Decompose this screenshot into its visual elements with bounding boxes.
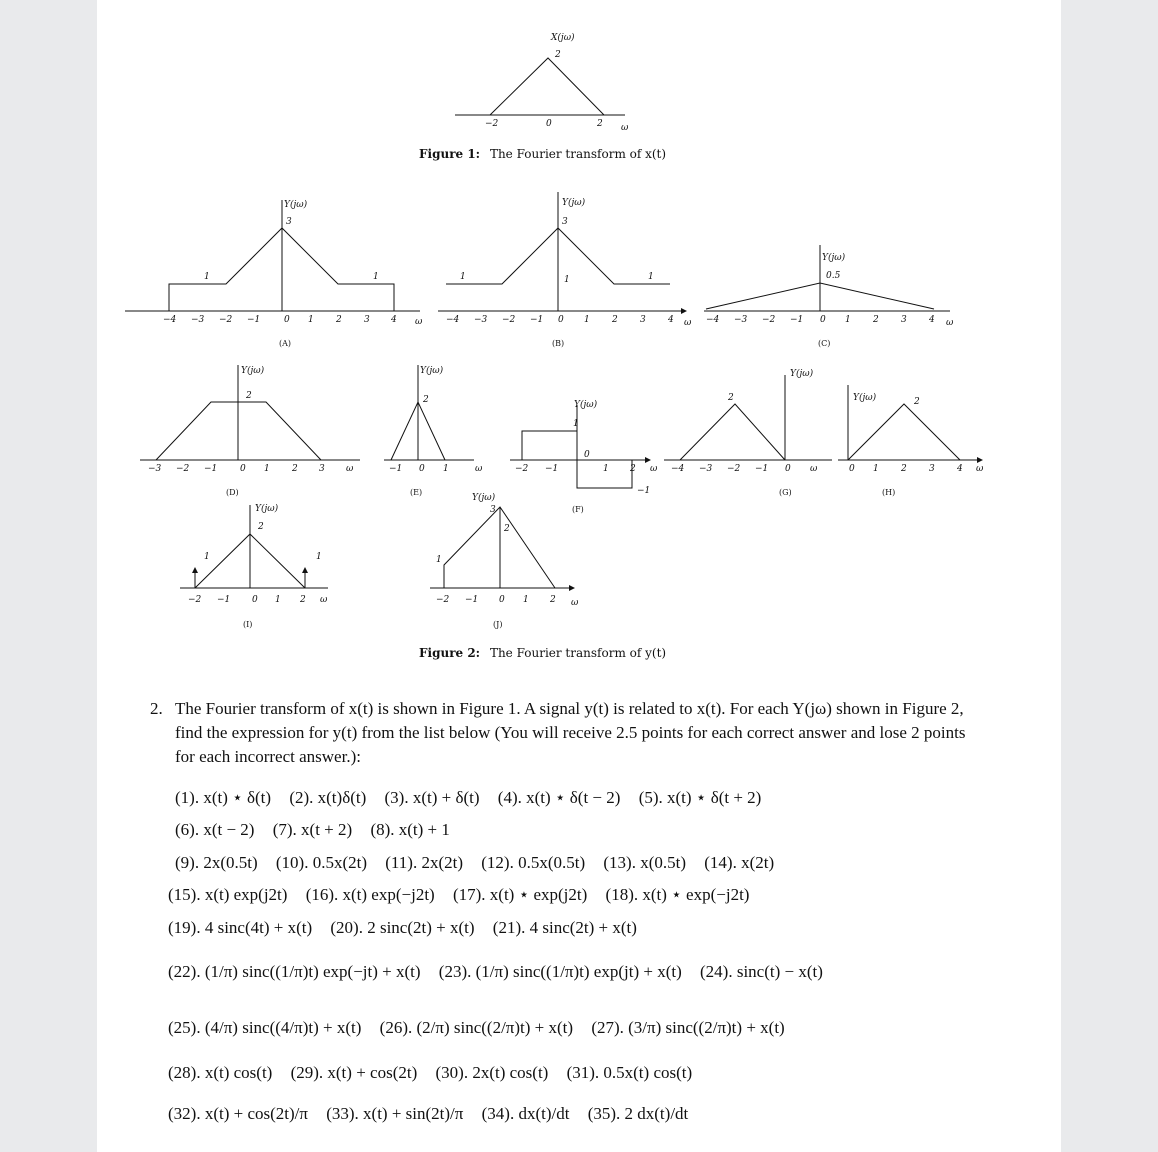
- g-tick: −3: [699, 464, 713, 474]
- option: (34). dx(t)/dt: [481, 1104, 570, 1123]
- d-tick: 1: [264, 464, 270, 474]
- problem-statement: [150, 697, 980, 769]
- c-peak: 0.5: [826, 271, 841, 281]
- panel-b: [438, 192, 692, 348]
- option: (24). sinc(t) − x(t): [700, 962, 823, 981]
- figure-1-caption-label: Figure 1:: [419, 147, 481, 161]
- h-ylabel: Y(jω): [853, 393, 877, 403]
- g-tick: −4: [671, 464, 685, 474]
- i-tick: −2: [188, 595, 202, 605]
- f-ylabel: Y(jω): [574, 400, 598, 410]
- option: (21). 4 sinc(2t) + x(t): [492, 918, 637, 937]
- a-tick: 3: [364, 315, 370, 325]
- f1-ylabel: X(jω): [551, 33, 575, 43]
- b-ticks: [446, 315, 674, 325]
- i-impulse-left-label: 1: [204, 552, 210, 562]
- j-peak: 3: [490, 505, 496, 515]
- h-curve: [848, 404, 960, 460]
- option: (30). 2x(t) cos(t): [435, 1063, 549, 1082]
- b-peak: 3: [562, 217, 568, 227]
- b-tick: −4: [446, 315, 460, 325]
- d-omega: ω: [346, 464, 354, 474]
- c-ticks: [706, 315, 935, 325]
- c-tick: −4: [706, 315, 720, 325]
- figure-2-caption-label: Figure 2:: [419, 646, 481, 660]
- options-row-9: [168, 1104, 702, 1124]
- h-tick: 0: [849, 464, 855, 474]
- option: (26). (2/π) sinc((2/π)t) + x(t): [379, 1018, 574, 1037]
- option: (20). 2 sinc(2t) + x(t): [330, 918, 475, 937]
- i-ylabel: Y(jω): [255, 504, 279, 514]
- options-row-1: [175, 788, 775, 808]
- options-row-3: [175, 853, 788, 873]
- g-curve: [680, 404, 785, 460]
- b-right-level: 1: [648, 272, 654, 282]
- options-row-6: [168, 962, 837, 982]
- h-tick: 4: [957, 464, 963, 474]
- c-tick: 0: [820, 315, 826, 325]
- j-tick: −2: [436, 595, 450, 605]
- f-neg-level: −1: [637, 486, 651, 496]
- a-tick: −4: [163, 315, 177, 325]
- problem-text: The Fourier transform of x(t) is shown in Figure 1. A signal y(t) is related to x(t). For each Y(jω) shown in Figure 2, find the expression for y(t) from the list below (You will receive 2.5 points for each correct answer and lose 2 points for each incorrect answer.):: [175, 699, 966, 766]
- g-peak: 2: [728, 393, 734, 403]
- d-ticks: [148, 464, 325, 474]
- j-ylabel: Y(jω): [472, 493, 496, 503]
- j-tick: −1: [465, 595, 479, 605]
- option: (19). 4 sinc(4t) + x(t): [168, 918, 313, 937]
- option: (16). x(t) exp(−j2t): [305, 885, 435, 904]
- b-mid-level: 1: [564, 275, 570, 285]
- option: (29). x(t) + cos(2t): [290, 1063, 418, 1082]
- d-tag: (D): [226, 488, 239, 497]
- c-tag: (C): [818, 339, 831, 348]
- f-tick: 1: [603, 464, 609, 474]
- panel-c: [704, 245, 954, 348]
- f1-tick-2: 2: [597, 119, 603, 129]
- option: (7). x(t + 2): [272, 820, 353, 839]
- panel-e: [384, 365, 483, 497]
- option: (35). 2 dx(t)/dt: [587, 1104, 689, 1123]
- d-tick: 3: [319, 464, 325, 474]
- h-tick: 3: [929, 464, 935, 474]
- options-row-5: [168, 918, 651, 938]
- b-tick: 2: [612, 315, 618, 325]
- c-tick: −3: [734, 315, 748, 325]
- j-tick: 0: [499, 595, 505, 605]
- a-tick: −1: [247, 315, 261, 325]
- option: (3). x(t) + δ(t): [384, 788, 480, 807]
- f-pos-level: 1: [573, 419, 579, 429]
- option: (9). 2x(0.5t): [175, 853, 258, 872]
- c-ylabel: Y(jω): [822, 253, 846, 263]
- g-omega: ω: [810, 464, 818, 474]
- figure-1-caption: [419, 147, 666, 161]
- j-tick: 2: [550, 595, 556, 605]
- h-tick: 2: [901, 464, 907, 474]
- options-row-2: [175, 820, 464, 840]
- e-tick: −1: [389, 464, 403, 474]
- option: (13). x(0.5t): [603, 853, 686, 872]
- option: (33). x(t) + sin(2t)/π: [326, 1104, 464, 1123]
- j-omega: ω: [571, 598, 579, 608]
- option: (17). x(t) ⋆ exp(j2t): [452, 885, 588, 904]
- option: (25). (4/π) sinc((4/π)t) + x(t): [168, 1018, 362, 1037]
- b-tick: 4: [668, 315, 674, 325]
- c-omega: ω: [946, 318, 954, 328]
- c-tick: 1: [845, 315, 851, 325]
- f1-omega: ω: [621, 123, 629, 133]
- j-tag: (J): [493, 620, 503, 629]
- h-tag: (H): [882, 488, 896, 497]
- options-row-4: [168, 885, 763, 905]
- j-tick: 1: [523, 595, 529, 605]
- b-tick: −3: [474, 315, 488, 325]
- option: (11). 2x(2t): [385, 853, 463, 872]
- f-tick: 2: [630, 464, 636, 474]
- h-omega: ω: [976, 464, 984, 474]
- b-omega: ω: [684, 318, 692, 328]
- b-tag: (B): [552, 339, 565, 348]
- i-omega: ω: [320, 595, 328, 605]
- a-tick: −2: [219, 315, 233, 325]
- f-zero: 0: [584, 450, 590, 460]
- option: (28). x(t) cos(t): [168, 1063, 273, 1082]
- option: (32). x(t) + cos(2t)/π: [168, 1104, 308, 1123]
- e-omega: ω: [475, 464, 483, 474]
- b-tick: −2: [502, 315, 516, 325]
- f1-peak-label: 2: [555, 50, 561, 60]
- a-ylabel: Y(jω): [284, 200, 308, 210]
- h-peak: 2: [914, 397, 920, 407]
- j-impulse-label: 1: [436, 555, 442, 565]
- problem-number: 2.: [150, 699, 163, 718]
- option: (23). (1/π) sinc((1/π)t) exp(jt) + x(t): [438, 962, 682, 981]
- g-tick: 0: [785, 464, 791, 474]
- i-tick: 1: [275, 595, 281, 605]
- option: (12). 0.5x(0.5t): [481, 853, 586, 872]
- option: (4). x(t) ⋆ δ(t − 2): [497, 788, 621, 807]
- b-tick: −1: [530, 315, 544, 325]
- a-tag: (A): [279, 339, 292, 348]
- d-tick: 0: [240, 464, 246, 474]
- a-tick: 4: [391, 315, 397, 325]
- i-peak: 2: [258, 522, 264, 532]
- panel-h: [838, 385, 984, 497]
- e-tick: 0: [419, 464, 425, 474]
- b-tick: 0: [558, 315, 564, 325]
- a-ticks: [163, 315, 397, 325]
- i-tick: 2: [300, 595, 306, 605]
- e-tick: 1: [443, 464, 449, 474]
- a-left-level: 1: [204, 272, 210, 282]
- option: (18). x(t) ⋆ exp(−j2t): [605, 885, 750, 904]
- f-tick: −2: [515, 464, 529, 474]
- b-tick: 1: [584, 315, 590, 325]
- options-row-8: [168, 1063, 706, 1083]
- a-omega: ω: [415, 317, 423, 327]
- option: (22). (1/π) sinc((1/π)t) exp(−jt) + x(t): [168, 962, 421, 981]
- f-omega: ω: [650, 464, 658, 474]
- option: (8). x(t) + 1: [370, 820, 450, 839]
- a-tick: 0: [284, 315, 290, 325]
- option: (5). x(t) ⋆ δ(t + 2): [638, 788, 762, 807]
- d-tick: −2: [176, 464, 190, 474]
- panel-a: [125, 199, 423, 348]
- panel-j: [430, 492, 579, 629]
- f1-tick-0: 0: [546, 119, 552, 129]
- d-plateau: 2: [246, 391, 252, 401]
- option: (2). x(t)δ(t): [289, 788, 367, 807]
- a-tick: 1: [308, 315, 314, 325]
- b-left-level: 1: [460, 272, 466, 282]
- d-tick: 2: [292, 464, 298, 474]
- g-ylabel: Y(jω): [790, 369, 814, 379]
- a-peak: 3: [286, 217, 292, 227]
- option: (1). x(t) ⋆ δ(t): [175, 788, 272, 807]
- h-tick: 1: [873, 464, 879, 474]
- options-row-7: [168, 1018, 799, 1038]
- c-tick: −2: [762, 315, 776, 325]
- c-tick: 2: [873, 315, 879, 325]
- g-tick: −1: [755, 464, 769, 474]
- d-tick: −1: [204, 464, 218, 474]
- b-ylabel: Y(jω): [562, 198, 586, 208]
- i-tick: −1: [217, 595, 231, 605]
- option: (10). 0.5x(2t): [275, 853, 367, 872]
- c-tick: −1: [790, 315, 804, 325]
- g-tag: (G): [779, 488, 792, 497]
- b-tick: 3: [640, 315, 646, 325]
- a-tick: 2: [336, 315, 342, 325]
- f1-triangle: [490, 58, 604, 115]
- c-tick: 4: [929, 315, 935, 325]
- e-peak: 2: [423, 395, 429, 405]
- f1-tick-neg2: −2: [485, 119, 499, 129]
- option: (31). 0.5x(t) cos(t): [566, 1063, 693, 1082]
- figure-1: [419, 32, 666, 161]
- c-tick: 3: [901, 315, 907, 325]
- d-tick: −3: [148, 464, 162, 474]
- figure-2-caption-text: The Fourier transform of y(t): [489, 646, 667, 660]
- j-zero-val: 2: [504, 524, 510, 534]
- option: (27). (3/π) sinc((2/π)t) + x(t): [591, 1018, 785, 1037]
- e-tag: (E): [410, 488, 423, 497]
- option: (15). x(t) exp(j2t): [168, 885, 288, 904]
- a-right-level: 1: [373, 272, 379, 282]
- d-ylabel: Y(jω): [241, 366, 265, 376]
- e-ylabel: Y(jω): [420, 366, 444, 376]
- panel-g: [664, 368, 832, 497]
- panel-f: [510, 399, 658, 514]
- figure-2-caption: [419, 646, 666, 660]
- a-tick: −3: [191, 315, 205, 325]
- figure-1-caption-text: The Fourier transform of x(t): [489, 147, 667, 161]
- f-tick: −1: [545, 464, 559, 474]
- i-tag: (I): [243, 620, 253, 629]
- option: (14). x(2t): [704, 853, 775, 872]
- g-tick: −2: [727, 464, 741, 474]
- i-impulse-right-label: 1: [316, 552, 322, 562]
- f-tag: (F): [572, 505, 584, 514]
- panel-i: [180, 503, 328, 629]
- option: (6). x(t − 2): [175, 820, 255, 839]
- i-tick: 0: [252, 595, 258, 605]
- panel-d: [140, 365, 360, 497]
